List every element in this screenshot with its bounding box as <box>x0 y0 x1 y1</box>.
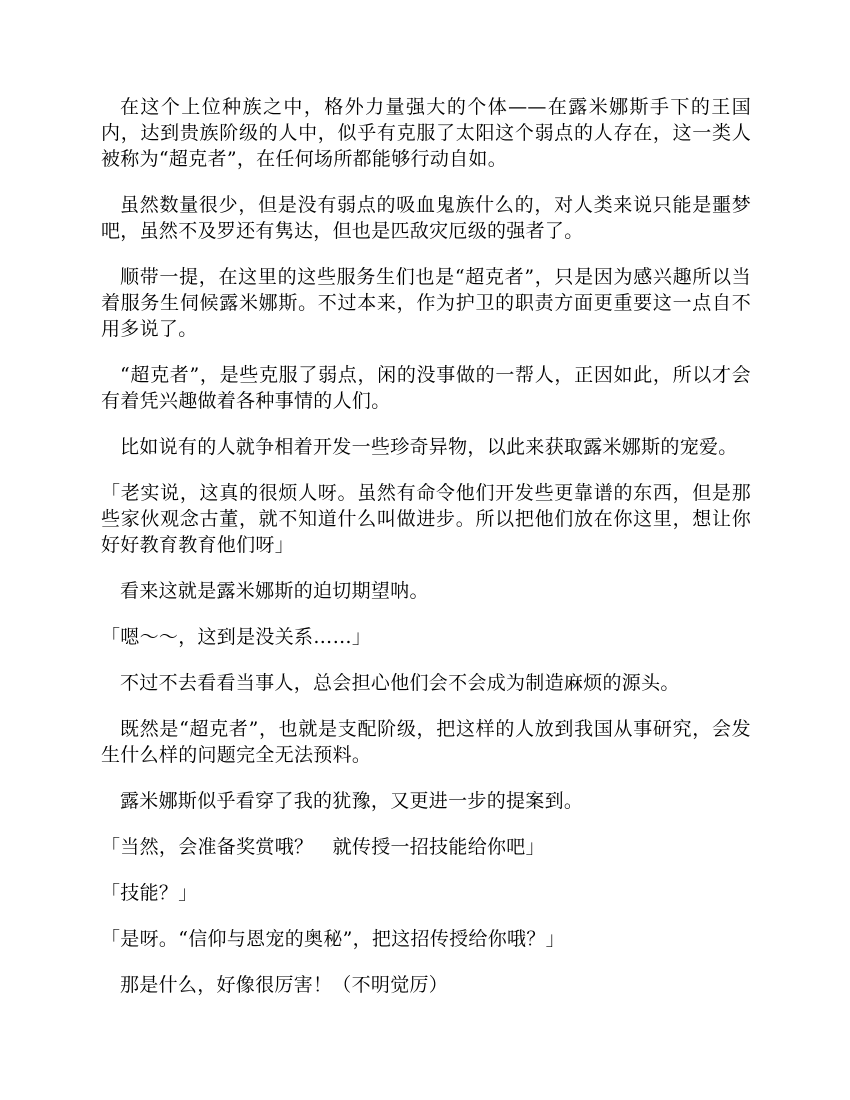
paragraph: 虽然数量很少，但是没有弱点的吸血鬼族什么的，对人类来说只能是噩梦吧，虽然不及罗还有隽达，但也是匹敌灾厄级的强者了。 <box>101 194 751 242</box>
paragraph: 看来这就是露米娜斯的迫切期望呐。 <box>120 580 429 602</box>
dialogue-line: 「当然，会准备奖赏哦？ 就传授一招技能给你吧」 <box>101 836 545 858</box>
paragraph: 在这个上位种族之中，格外力量强大的个体——在露米娜斯手下的王国内，达到贵族阶级的人中，似乎有克服了太阳这个弱点的人存在，这一类人被称为“超克者”，在任何场所都能够行动自如。 <box>101 96 751 170</box>
paragraph: 露米娜斯似乎看穿了我的犹豫，又更进一步的提案到。 <box>120 790 584 812</box>
paragraph: 顺带一提，在这里的这些服务生们也是“超克者”，只是因为感兴趣所以当着服务生伺候露米娜斯。不过本来，作为护卫的职责方面更重要这一点自不用多说了。 <box>101 266 751 340</box>
paragraph: 不过不去看看当事人，总会担心他们会不会成为制造麻烦的源头。 <box>120 672 680 694</box>
paragraph: 比如说有的人就争相着开发一些珍奇异物，以此来获取露米娜斯的宠爱。 <box>120 436 738 458</box>
dialogue-line: 「老实说，这真的很烦人呀。虽然有命令他们开发些更靠谱的东西，但是那些家伙观念古董，就不知道什么叫做进步。所以把他们放在你这里，想让你好好教育教育他们呀」 <box>101 482 751 556</box>
dialogue-line: 「是呀。“信仰与恩宠的奥秘”，把这招传授给你哦？」 <box>101 928 565 950</box>
dialogue-line: 「技能？」 <box>101 882 198 904</box>
document-body <box>101 94 751 1018</box>
paragraph: “超克者”，是些克服了弱点，闲的没事做的一帮人，正因如此，所以才会有着凭兴趣做着各种事情的人们。 <box>101 364 751 412</box>
paragraph: 既然是“超克者”，也就是支配阶级，把这样的人放到我国从事研究，会发生什么样的问题完全无法预料。 <box>101 718 751 766</box>
dialogue-line: 「嗯～～，这到是没关系……」 <box>101 626 372 648</box>
paragraph: 那是什么，好像很厉害！（不明觉厉） <box>120 974 449 996</box>
